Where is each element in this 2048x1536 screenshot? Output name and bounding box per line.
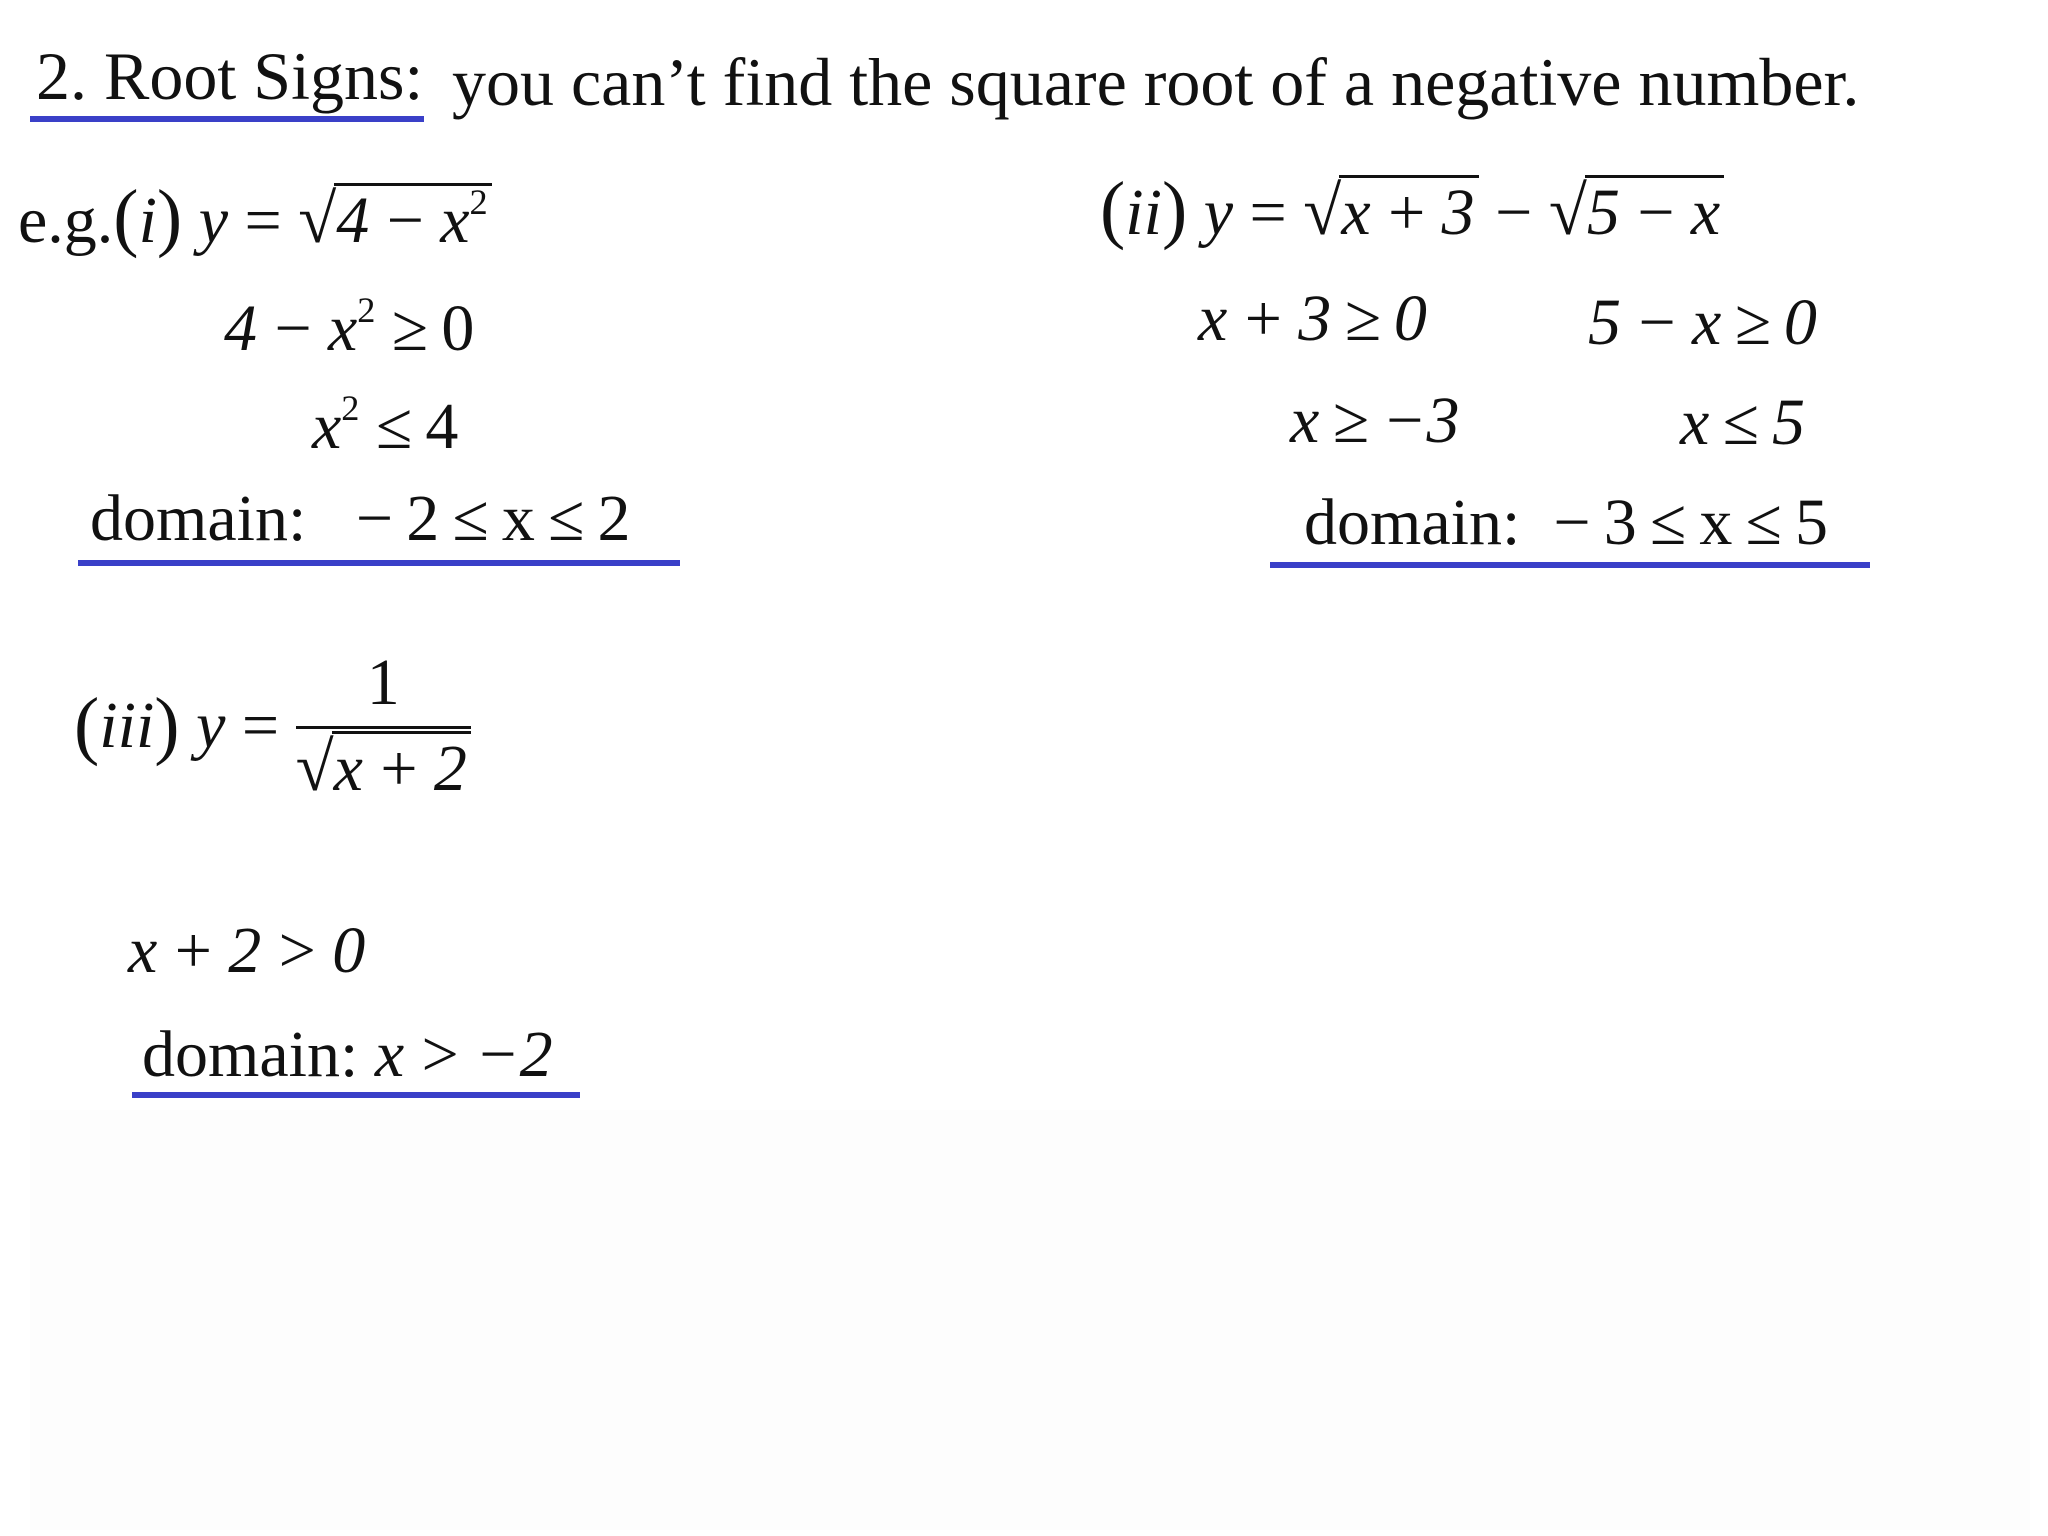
domain-label: domain: [142, 1018, 359, 1091]
example-i-equation [18, 175, 492, 259]
domain-value: − 3 ≤ x ≤ 5 [1553, 486, 1829, 559]
radical-sign-icon: √ [1303, 172, 1342, 249]
example-ii-result-2: x ≤ 5 [1680, 386, 1805, 459]
domain-value: − 2 ≤ x ≤ 2 [355, 482, 631, 555]
example-ii-condition-1: x + 3 ≥ 0 [1198, 282, 1427, 355]
background-panel [30, 1110, 2030, 1530]
equals-sign: = [1249, 176, 1287, 249]
open-paren: ( [113, 175, 139, 259]
example-iii-domain [142, 1018, 553, 1091]
radicand: 4 − x [336, 184, 470, 257]
step-1-exponent: 2 [357, 289, 376, 330]
example-i-domain [90, 482, 631, 555]
step-2-variable: x [312, 390, 342, 463]
example-iii-domain-underline [132, 1092, 580, 1098]
example-iii-label: iii [99, 689, 155, 762]
radical-sign-icon: √ [1548, 172, 1587, 249]
close-paren: ) [154, 683, 180, 768]
section-number-heading: 2. Root Signs: [36, 38, 424, 114]
example-prefix: e.g. [18, 184, 114, 257]
example-ii-label: ii [1125, 176, 1162, 249]
section-description: you can’t find the square root of a negative number. [452, 44, 1860, 120]
lhs-variable: y [1203, 176, 1234, 249]
radicand-2: 5 − x [1585, 175, 1724, 246]
radical-sign-icon: √ [295, 728, 334, 805]
radicand: x + 2 [332, 731, 471, 802]
numerator: 1 [366, 646, 400, 719]
domain-value: x > −2 [374, 1018, 553, 1091]
square-root [298, 180, 491, 257]
radicand-1: x + 3 [1339, 175, 1478, 246]
square-root-2 [1548, 172, 1724, 249]
example-i-label: i [138, 184, 157, 257]
exponent: 2 [469, 181, 488, 222]
close-paren: ) [156, 175, 183, 259]
example-ii-result-1: x ≥ −3 [1290, 384, 1460, 457]
example-ii-domain-underline [1270, 562, 1870, 568]
square-root [295, 728, 471, 805]
example-ii-equation [1100, 167, 1724, 251]
example-iii-equation [74, 646, 471, 805]
heading-underline [30, 116, 424, 122]
lhs-variable: y [198, 184, 228, 257]
open-paren: ( [74, 683, 100, 768]
domain-label: domain: [90, 482, 307, 555]
example-ii-domain [1304, 486, 1829, 559]
fraction [295, 646, 471, 805]
step-1-expression: 4 − x [224, 292, 358, 365]
equals-sign: = [244, 184, 282, 257]
square-root-1 [1303, 172, 1478, 249]
lhs-variable: y [196, 689, 226, 762]
minus-sign: − [1495, 176, 1533, 249]
denominator [295, 728, 471, 805]
equals-sign: = [241, 689, 280, 762]
example-i-step-2 [312, 387, 459, 463]
open-paren: ( [1100, 167, 1126, 251]
close-paren: ) [1161, 167, 1188, 251]
radical-sign-icon: √ [298, 180, 337, 257]
example-i-domain-underline [78, 560, 680, 566]
step-2-exponent: 2 [341, 387, 360, 428]
domain-label: domain: [1304, 486, 1521, 559]
example-ii-condition-2: 5 − x ≥ 0 [1588, 286, 1817, 359]
example-i-step-1 [224, 289, 475, 365]
step-2-relation: ≤ 4 [375, 390, 459, 463]
example-iii-condition: x + 2 > 0 [128, 914, 366, 987]
step-1-relation: ≥ 0 [391, 292, 475, 365]
